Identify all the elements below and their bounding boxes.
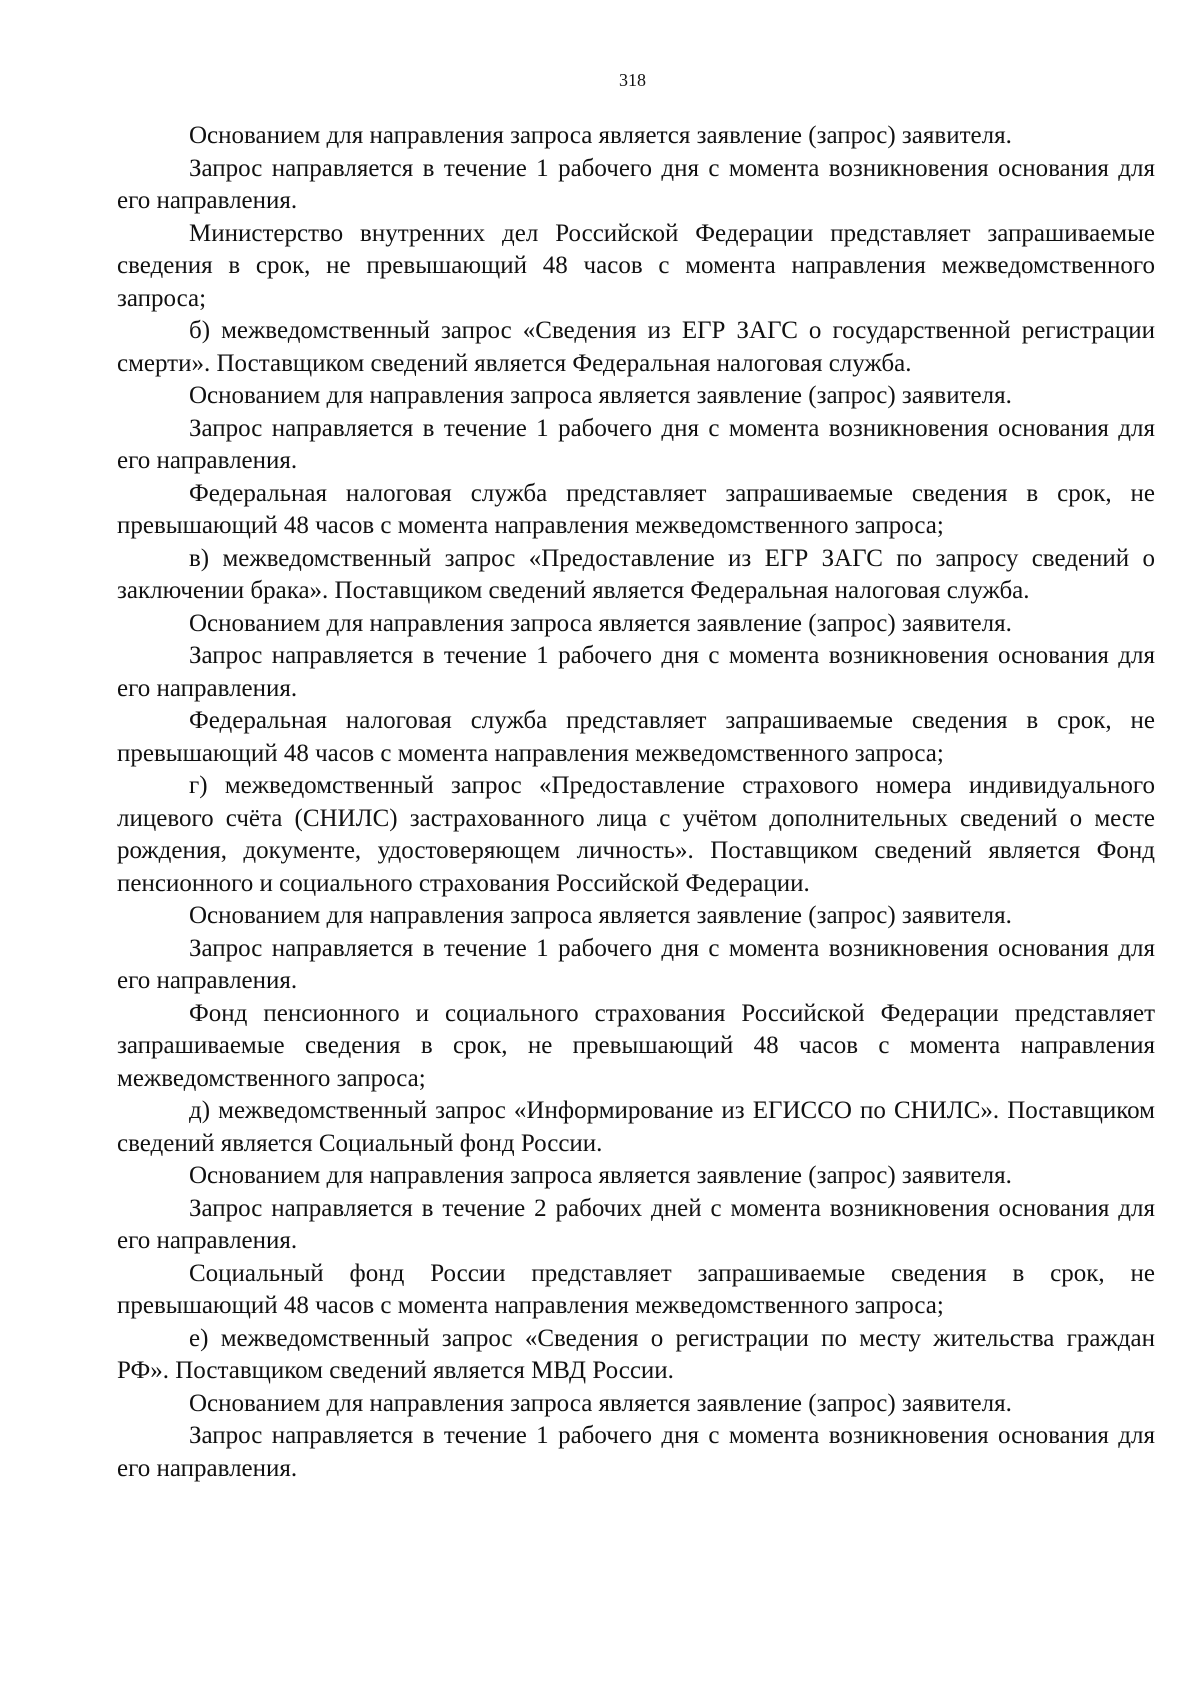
paragraph: Запрос направляется в течение 1 рабочего дня с момента возникновения основания для его направления.: [117, 414, 1155, 474]
paragraph: Социальный фонд России представляет запрашиваемые сведения в срок, не превышающий 48 часов с момента направления межведомственного запроса;: [117, 1259, 1155, 1319]
paragraph: Основанием для направления запроса является заявление (запрос) заявителя.: [189, 122, 1012, 149]
paragraph: е) межведомственный запрос «Сведения о регистрации по месту жительства граждан РФ». Поставщиком сведений является МВД России.: [117, 1324, 1155, 1384]
paragraph: Запрос направляется в течение 1 рабочего дня с момента возникновения основания для его направления.: [117, 1422, 1155, 1482]
paragraph: Запрос направляется в течение 1 рабочего дня с момента возникновения основания для его направления.: [117, 642, 1155, 702]
paragraph: Основанием для направления запроса является заявление (запрос) заявителя.: [189, 1162, 1012, 1189]
page-number: 318: [619, 70, 646, 90]
paragraph: Федеральная налоговая служба представляет запрашиваемые сведения в срок, не превышающий 48 часов с момента направления межведомственного запроса;: [117, 479, 1155, 539]
paragraph: Запрос направляется в течение 1 рабочего дня с момента возникновения основания для его направления.: [117, 154, 1155, 214]
paragraph: Основанием для направления запроса является заявление (запрос) заявителя.: [189, 1389, 1012, 1417]
paragraph: Основанием для направления запроса является заявление (запрос) заявителя.: [189, 902, 1012, 929]
paragraph: Федеральная налоговая служба представляет запрашиваемые сведения в срок, не превышающий 48 часов с момента направления межведомственного запроса;: [117, 707, 1155, 767]
paragraph: Основанием для направления запроса является заявление (запрос) заявителя.: [189, 382, 1012, 409]
paragraph: Фонд пенсионного и социального страхования Российской Федерации представляет запрашиваемые сведения в срок, не превышающий 48 часов с момента направления межведомственного запроса;: [117, 999, 1155, 1092]
paragraph: Запрос направляется в течение 1 рабочего дня с момента возникновения основания для его направления.: [117, 934, 1155, 994]
paragraph: г) межведомственный запрос «Предоставление страхового номера индивидуального лицевого счёта (СНИЛС) застрахованного лица с учётом дополнительных сведений о месте рождения, документе, удостоверяющем личность». Поставщиком сведений является Фонд пенсионного и социального страхования Российской Федерации.: [117, 772, 1155, 897]
paragraph: Основанием для направления запроса является заявление (запрос) заявителя.: [189, 609, 1012, 637]
paragraph: д) межведомственный запрос «Информирование из ЕГИССО по СНИЛС». Поставщиком сведений является Социальный фонд России.: [117, 1097, 1155, 1157]
paragraph: б) межведомственный запрос «Сведения из ЕГР ЗАГС о государственной регистрации смерти». Поставщиком сведений является Федеральная налоговая служба.: [117, 317, 1155, 377]
paragraph: Запрос направляется в течение 2 рабочих дней с момента возникновения основания для его направления.: [117, 1194, 1155, 1254]
paragraph: Министерство внутренних дел Российской Федерации представляет запрашиваемые сведения в срок, не превышающий 48 часов с момента направления межведомственного запроса;: [117, 219, 1155, 312]
paragraph: в) межведомственный запрос «Предоставление из ЕГР ЗАГС по запросу сведений о заключении брака». Поставщиком сведений является Федеральная налоговая служба.: [117, 544, 1155, 604]
document-body: [117, 120, 1155, 1485]
